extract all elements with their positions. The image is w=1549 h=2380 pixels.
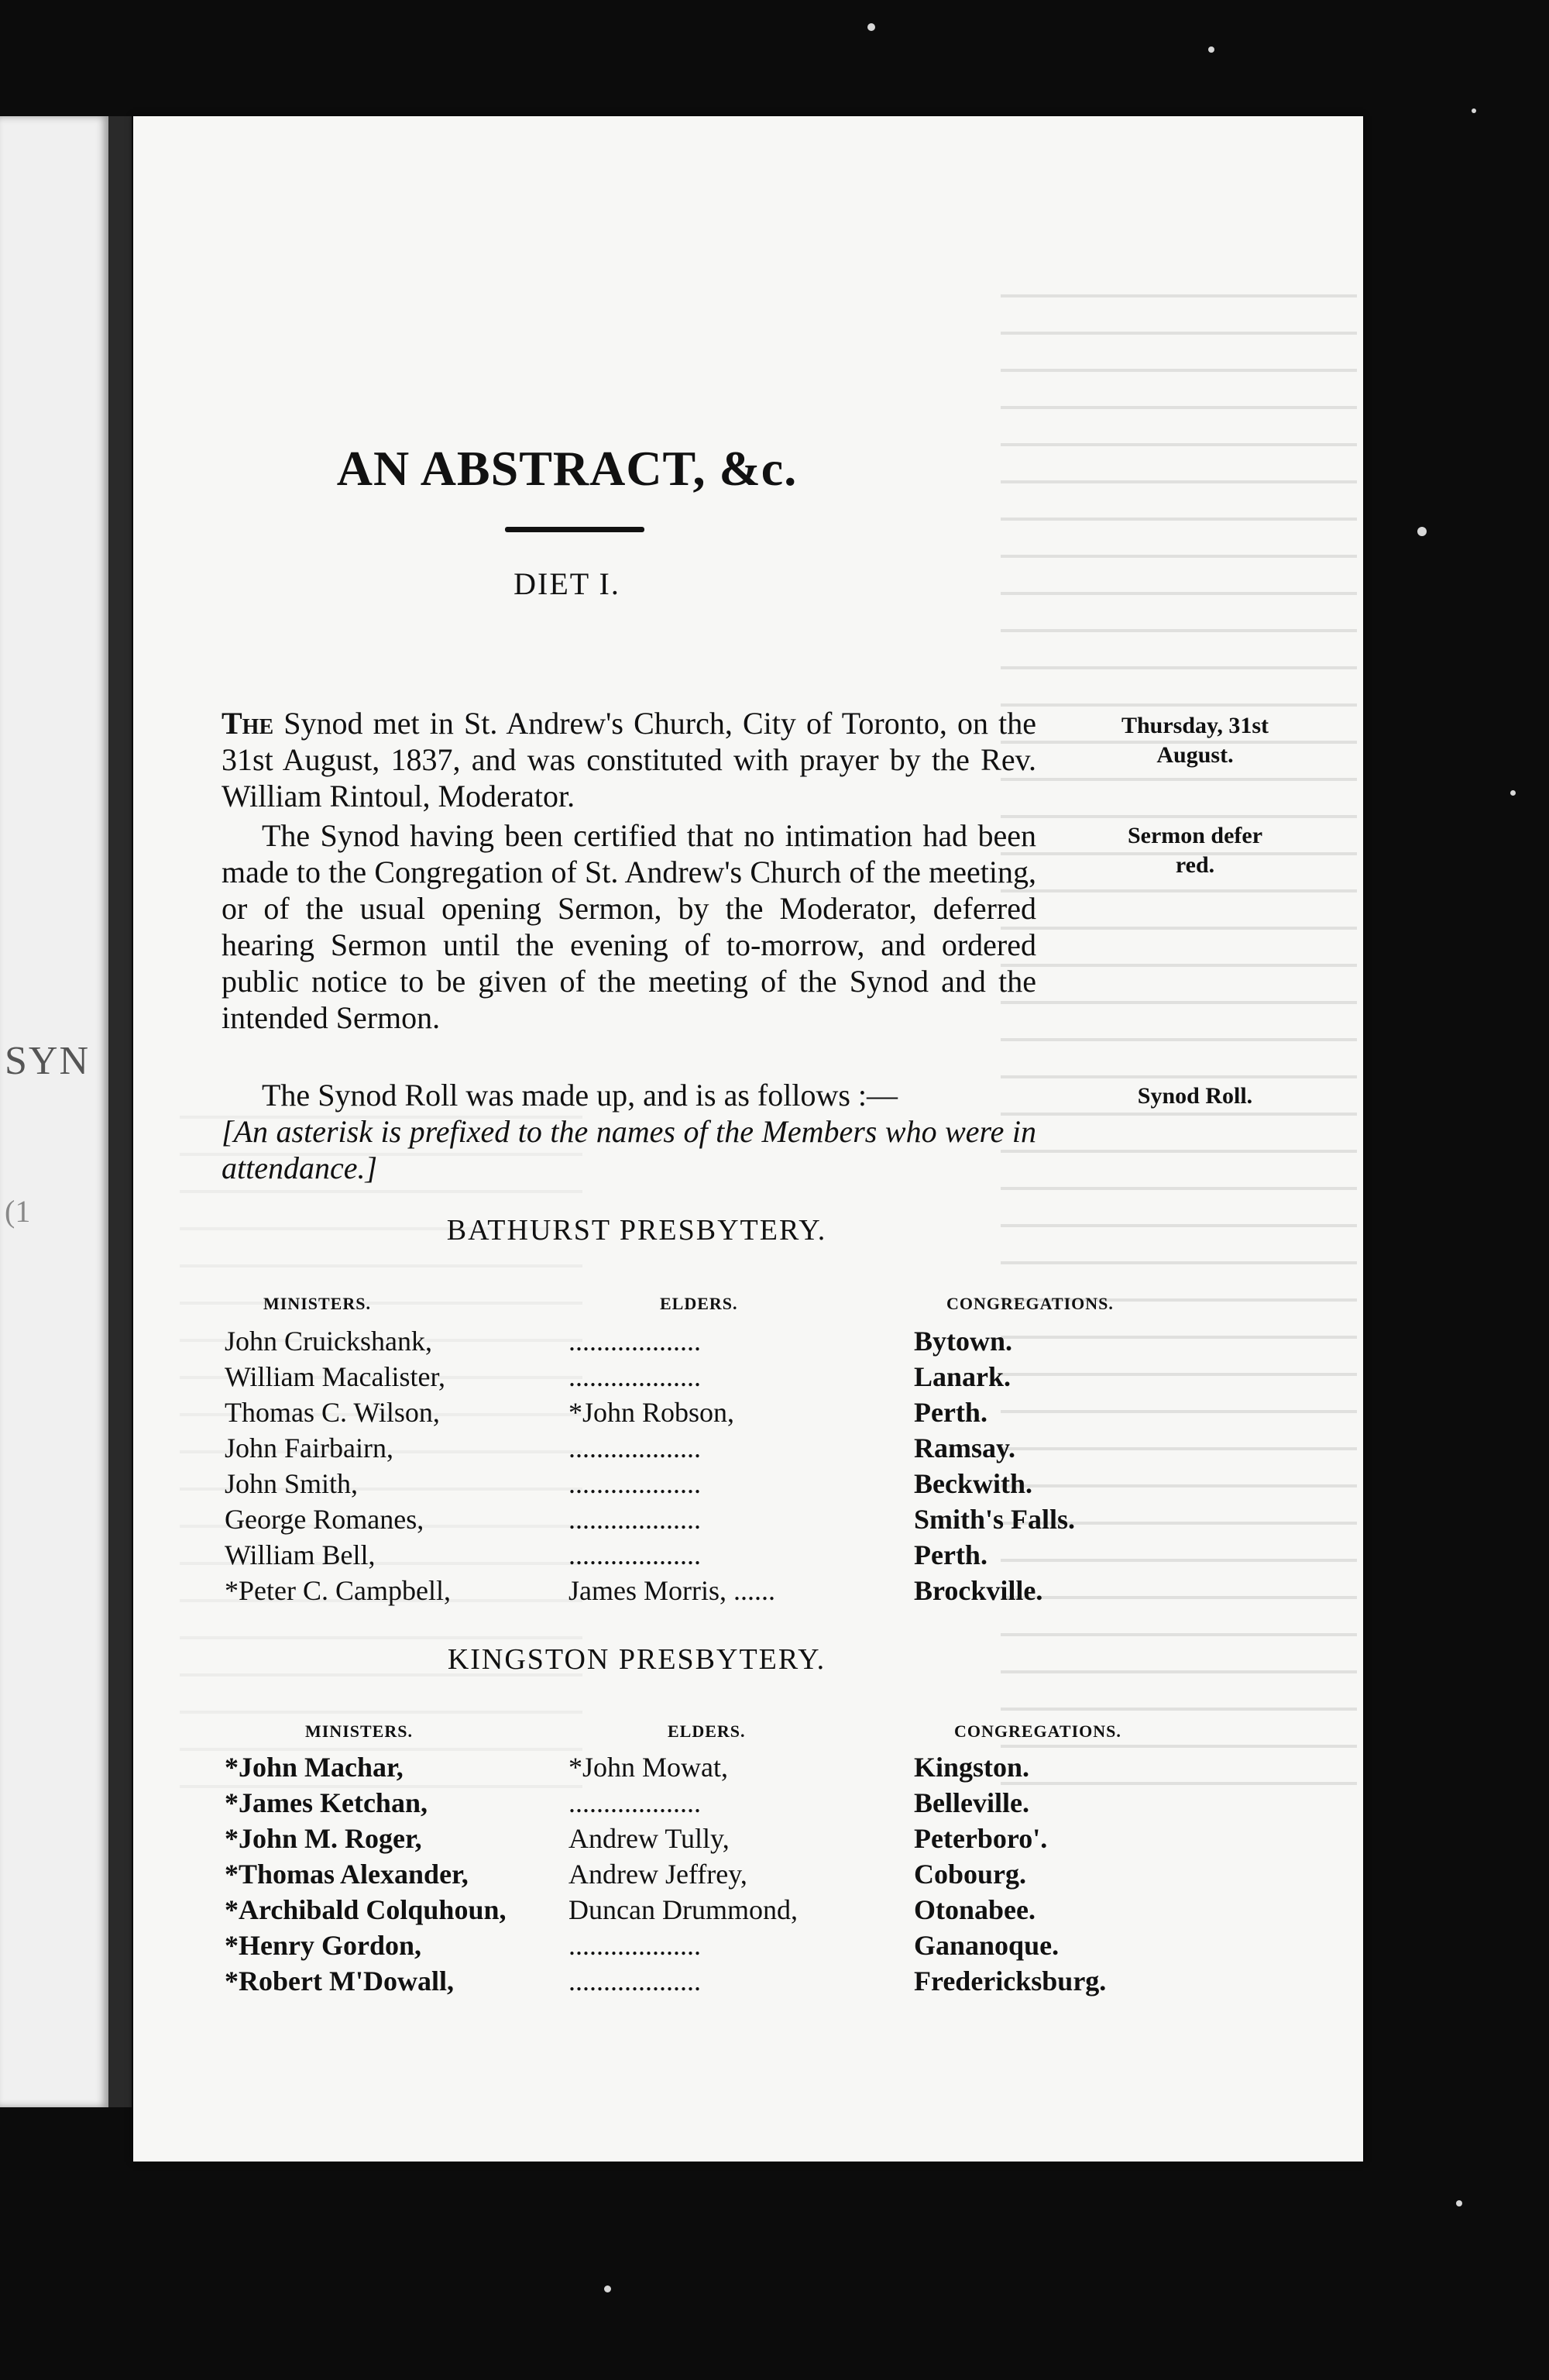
minister-name: *Peter C. Campbell,	[225, 1575, 451, 1606]
minister-name: John Smith,	[225, 1468, 359, 1499]
table-row	[225, 1574, 1324, 1610]
paragraph-text: The Synod Roll was made up, and is as follows :—	[262, 1078, 898, 1113]
column-header-elders: ELDERS.	[668, 1721, 746, 1741]
column-header-congregations: CONGREGATIONS.	[946, 1294, 1114, 1313]
table-row	[225, 1787, 1324, 1822]
asterisk-note	[222, 1113, 1036, 1186]
minister-name: *John Machar,	[225, 1752, 404, 1783]
column-header-ministers: MINISTERS.	[263, 1294, 371, 1313]
page-title: AN ABSTRACT, &c.	[336, 441, 798, 496]
paragraph-synod-met	[222, 705, 1036, 814]
congregation-name: Cobourg.	[914, 1859, 1027, 1890]
film-speck	[1472, 108, 1476, 113]
kingston-presbytery-title: KINGSTON PRESBYTERY.	[447, 1643, 826, 1676]
page-gutter	[108, 116, 132, 2107]
elder-name: ...................	[568, 1966, 701, 1997]
paragraph-lead: The	[222, 706, 274, 741]
paragraph-text: The Synod having been certified that no intimation had been made to the Congregation of St. Andrew's Church of the meeting, or of the usual opening Sermon, by the Moderator, deferred hearing Sermon until the evening of to-morrow, and ordered public notice to be given of the meeting of the Synod and the intended Sermon.	[222, 818, 1036, 1035]
column-header-congregations: CONGREGATIONS.	[954, 1721, 1121, 1741]
congregation-name: Bytown.	[914, 1326, 1013, 1357]
table-row	[225, 1751, 1324, 1787]
table-row	[225, 1360, 1324, 1396]
table-row	[225, 1396, 1324, 1432]
congregation-name: Ramsay.	[914, 1432, 1016, 1463]
previous-page-running-text: SYN	[5, 1039, 91, 1083]
margin-note-roll: Synod Roll.	[1137, 1083, 1253, 1109]
minister-name: *Henry Gordon,	[225, 1930, 422, 1961]
table-row	[225, 1965, 1324, 2000]
paragraph-sermon	[222, 817, 1036, 1036]
paragraph-text: Synod met in St. Andrew's Church, City of Toronto, on the 31st August, 1837, and was constituted with prayer by the Rev. William Rintoul, Moderator.	[222, 706, 1036, 813]
congregation-name: Gananoque.	[914, 1930, 1060, 1961]
congregation-name: Lanark.	[914, 1361, 1011, 1392]
film-speck	[1208, 46, 1214, 53]
elder-name: *John Mowat,	[568, 1752, 728, 1783]
previous-page-edge	[0, 116, 108, 2107]
elder-name: ...................	[568, 1504, 701, 1535]
elder-name: ...................	[568, 1326, 701, 1357]
minister-name: William Macalister,	[225, 1361, 446, 1392]
elder-name: Duncan Drummond,	[568, 1894, 798, 1925]
film-speck	[1510, 790, 1516, 796]
diet-heading: DIET I.	[513, 566, 620, 601]
congregation-name: Belleville.	[914, 1787, 1029, 1818]
congregation-name: Kingston.	[914, 1752, 1030, 1783]
table-row	[225, 1325, 1324, 1360]
minister-name: John Cruickshank,	[225, 1326, 432, 1357]
minister-name: *Robert M'Dowall,	[225, 1966, 454, 1997]
table-row	[225, 1929, 1324, 1965]
congregation-name: Perth.	[914, 1539, 987, 1570]
elder-name: *John Robson,	[568, 1397, 735, 1428]
congregation-name: Smith's Falls.	[914, 1504, 1076, 1535]
congregation-name: Perth.	[914, 1397, 987, 1428]
table-row	[225, 1503, 1324, 1539]
congregation-name: Brockville.	[914, 1575, 1043, 1606]
congregation-name: Peterboro'.	[914, 1823, 1048, 1854]
minister-name: William Bell,	[225, 1539, 376, 1570]
margin-note-line: red.	[1175, 852, 1215, 878]
elder-name: ...................	[568, 1539, 701, 1570]
elder-name: ...................	[568, 1787, 701, 1818]
table-row	[225, 1893, 1324, 1929]
film-speck	[604, 2285, 611, 2292]
minister-name: *John M. Roger,	[225, 1823, 422, 1854]
film-speck	[1456, 2200, 1462, 2206]
bathurst-presbytery-title: BATHURST PRESBYTERY.	[446, 1214, 827, 1247]
minister-name: *James Ketchan,	[225, 1787, 428, 1818]
film-speck	[1417, 527, 1427, 536]
title-rule	[505, 527, 644, 532]
document-page	[133, 116, 1363, 2162]
elder-name: James Morris, ......	[568, 1575, 775, 1606]
elder-name: Andrew Jeffrey,	[568, 1859, 747, 1890]
margin-note-date	[1044, 711, 1346, 770]
column-header-ministers: MINISTERS.	[305, 1721, 413, 1741]
paragraph-roll	[222, 1077, 1036, 1113]
film-speck	[867, 23, 875, 31]
minister-name: John Fairbairn,	[225, 1432, 393, 1463]
minister-name: Thomas C. Wilson,	[225, 1397, 440, 1428]
margin-note-line: Sermon defer	[1127, 823, 1263, 848]
elder-name: Andrew Tully,	[568, 1823, 730, 1854]
congregation-name: Otonabee.	[914, 1894, 1036, 1925]
paragraph-text: [An asterisk is prefixed to the names of the Members who were in attendance.]	[222, 1114, 1036, 1185]
margin-note-line: August.	[1156, 742, 1234, 768]
minister-name: *Archibald Colquhoun,	[225, 1894, 507, 1925]
column-header-elders: ELDERS.	[660, 1294, 738, 1313]
elder-name: ...................	[568, 1361, 701, 1392]
previous-page-fragment: (1	[5, 1194, 31, 1229]
minister-name: *Thomas Alexander,	[225, 1859, 469, 1890]
congregation-name: Fredericksburg.	[914, 1966, 1107, 1997]
table-row	[225, 1467, 1324, 1503]
table-row	[225, 1858, 1324, 1893]
margin-note-line: Thursday, 31st	[1121, 713, 1269, 738]
elder-name: ...................	[568, 1930, 701, 1961]
minister-name: George Romanes,	[225, 1504, 424, 1535]
table-row	[225, 1822, 1324, 1858]
table-row	[225, 1539, 1324, 1574]
congregation-name: Beckwith.	[914, 1468, 1032, 1499]
margin-note-sermon	[1044, 821, 1346, 880]
elder-name: ...................	[568, 1432, 701, 1463]
elder-name: ...................	[568, 1468, 701, 1499]
table-row	[225, 1432, 1324, 1467]
